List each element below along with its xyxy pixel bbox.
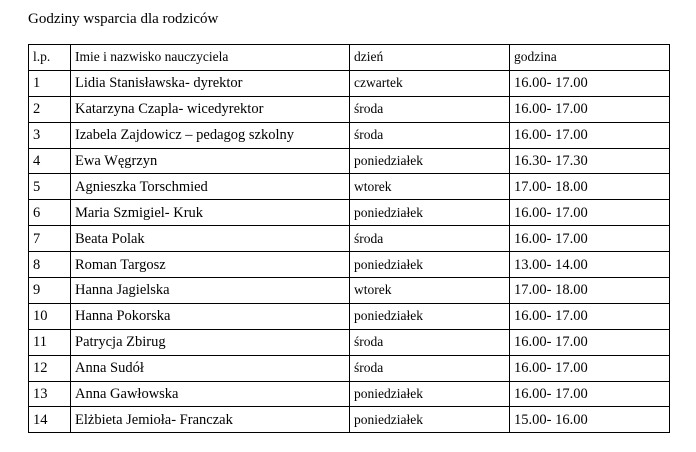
cell-teacher-name: Lidia Stanisławska- dyrektor	[71, 70, 350, 96]
cell-lp: 6	[29, 200, 71, 226]
cell-day: poniedziałek	[350, 303, 510, 329]
cell-time: 16.00- 17.00	[510, 303, 670, 329]
cell-day: środa	[350, 226, 510, 252]
table-row	[29, 329, 670, 355]
cell-lp: 5	[29, 174, 71, 200]
cell-time: 16.00- 17.00	[510, 70, 670, 96]
cell-time: 16.00- 17.00	[510, 226, 670, 252]
table-row	[29, 381, 670, 407]
cell-lp: 13	[29, 381, 71, 407]
cell-time: 16.00- 17.00	[510, 329, 670, 355]
cell-teacher-name: Katarzyna Czapla- wicedyrektor	[71, 96, 350, 122]
cell-day: poniedziałek	[350, 252, 510, 278]
cell-lp: 4	[29, 148, 71, 174]
cell-day: czwartek	[350, 70, 510, 96]
cell-time: 16.00- 17.00	[510, 200, 670, 226]
cell-teacher-name: Anna Gawłowska	[71, 381, 350, 407]
table-row	[29, 278, 670, 304]
cell-lp: 2	[29, 96, 71, 122]
table-row	[29, 303, 670, 329]
cell-teacher-name: Roman Targosz	[71, 252, 350, 278]
cell-time: 16.00- 17.00	[510, 96, 670, 122]
header-cell-time: godzina	[510, 45, 670, 71]
cell-day: poniedziałek	[350, 381, 510, 407]
cell-lp: 1	[29, 70, 71, 96]
cell-time: 16.00- 17.00	[510, 355, 670, 381]
cell-teacher-name: Agnieszka Torschmied	[71, 174, 350, 200]
table-row	[29, 355, 670, 381]
table-row	[29, 148, 670, 174]
cell-day: wtorek	[350, 278, 510, 304]
support-hours-table	[28, 44, 670, 433]
table-row	[29, 200, 670, 226]
table-row	[29, 252, 670, 278]
cell-day: wtorek	[350, 174, 510, 200]
cell-time: 16.30- 17.30	[510, 148, 670, 174]
cell-time: 17.00- 18.00	[510, 174, 670, 200]
cell-lp: 7	[29, 226, 71, 252]
cell-day: poniedziałek	[350, 200, 510, 226]
cell-day: środa	[350, 329, 510, 355]
table-body	[29, 45, 670, 433]
document-title: Godziny wsparcia dla rodziców	[28, 11, 219, 27]
cell-lp: 8	[29, 252, 71, 278]
cell-day: środa	[350, 96, 510, 122]
cell-time: 15.00- 16.00	[510, 407, 670, 433]
cell-teacher-name: Hanna Pokorska	[71, 303, 350, 329]
cell-day: środa	[350, 122, 510, 148]
cell-teacher-name: Hanna Jagielska	[71, 278, 350, 304]
cell-teacher-name: Elżbieta Jemioła- Franczak	[71, 407, 350, 433]
table-row	[29, 226, 670, 252]
cell-lp: 14	[29, 407, 71, 433]
cell-teacher-name: Anna Sudół	[71, 355, 350, 381]
cell-time: 16.00- 17.00	[510, 381, 670, 407]
cell-lp: 10	[29, 303, 71, 329]
header-cell-name: Imie i nazwisko nauczyciela	[71, 45, 350, 71]
table-header-row	[29, 45, 670, 71]
cell-time: 13.00- 14.00	[510, 252, 670, 278]
cell-lp: 3	[29, 122, 71, 148]
cell-teacher-name: Maria Szmigiel- Kruk	[71, 200, 350, 226]
cell-teacher-name: Patrycja Zbirug	[71, 329, 350, 355]
header-cell-lp: l.p.	[29, 45, 71, 71]
header-cell-day: dzień	[350, 45, 510, 71]
table-row	[29, 122, 670, 148]
table-row	[29, 407, 670, 433]
table-row	[29, 70, 670, 96]
cell-day: poniedziałek	[350, 407, 510, 433]
cell-time: 17.00- 18.00	[510, 278, 670, 304]
cell-lp: 11	[29, 329, 71, 355]
cell-day: środa	[350, 355, 510, 381]
cell-teacher-name: Ewa Węgrzyn	[71, 148, 350, 174]
cell-lp: 9	[29, 278, 71, 304]
table-row	[29, 96, 670, 122]
cell-teacher-name: Beata Polak	[71, 226, 350, 252]
cell-time: 16.00- 17.00	[510, 122, 670, 148]
cell-lp: 12	[29, 355, 71, 381]
cell-day: poniedziałek	[350, 148, 510, 174]
cell-teacher-name: Izabela Zajdowicz – pedagog szkolny	[71, 122, 350, 148]
table-row	[29, 174, 670, 200]
